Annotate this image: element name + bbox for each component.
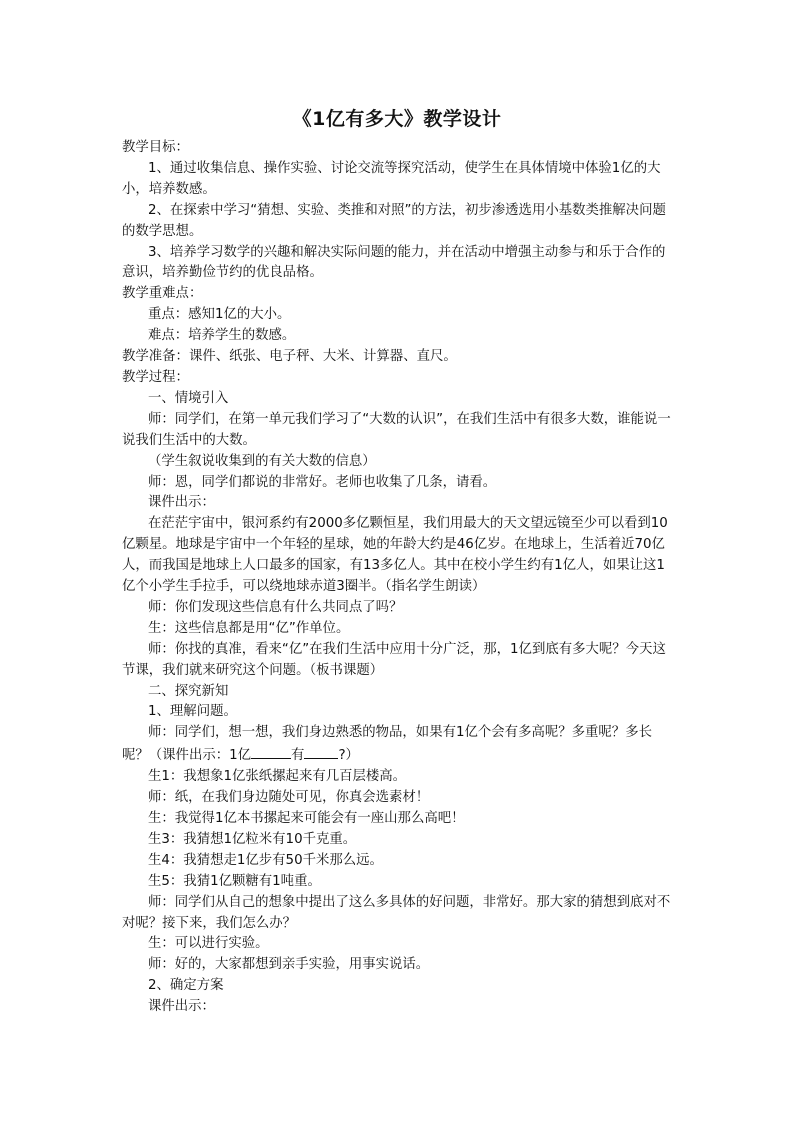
- fill-blank: [251, 744, 291, 759]
- paragraph: 生1：我想象1亿张纸摞起来有几百层楼高。: [148, 769, 407, 785]
- paragraph: 师：你们发现这些信息有什么共同点了吗？: [148, 599, 403, 615]
- paragraph: （学生叙说收集到的有关大数的信息）: [148, 453, 376, 469]
- section-heading: 二、探究新知: [148, 683, 229, 699]
- paragraph: 师：你找的真准，看来“亿”在我们生活中应用十分广泛，那，1亿到底有多大呢？今天这节课，我们就来研究这个问题。（板书课题）: [122, 641, 666, 678]
- paragraph: 难点：培养学生的数感。: [148, 328, 296, 344]
- paragraph: 教学重难点：: [122, 286, 203, 302]
- paragraph: 2、确定方案: [148, 978, 224, 994]
- document-title: 《1亿有多大》教学设计: [292, 108, 502, 130]
- paragraph: 课件出示：: [148, 495, 215, 511]
- paragraph: 师：同学们从自己的想象中提出了这么多具体的好问题，非常好。那大家的猜想到底对不对呢？接下来，我们怎么办？: [122, 894, 671, 931]
- paragraph: 师：好的，大家都想到亲手实验，用事实说话。: [148, 957, 430, 973]
- paragraph: 生3：我猜想1亿粒米有10千克重。: [148, 831, 357, 847]
- paragraph: 师：纸，在我们身边随处可见，你真会选素材！: [148, 790, 430, 806]
- paragraph: 重点：感知1亿的大小。: [148, 307, 291, 323]
- fill-blank: [304, 744, 338, 759]
- paragraph: 生：这些信息都是用“亿”作单位。: [148, 620, 350, 636]
- paragraph: 生5：我猜1亿颗糖有1吨重。: [148, 873, 321, 889]
- document-body: [122, 138, 674, 1018]
- section-heading: 一、情境引入: [148, 390, 229, 406]
- paragraph: 课件出示：: [148, 999, 215, 1015]
- paragraph: 教学目标：: [122, 140, 189, 155]
- paragraph: 1、通过收集信息、操作实验、讨论交流等探究活动，使学生在具体情境中体验1亿的大小，培养数感。: [122, 160, 661, 197]
- paragraph: 生4：我猜想走1亿步有50千米那么远。: [148, 852, 383, 868]
- paragraph: 在茫茫宇宙中，银河系约有2000多亿颗恒星，我们用最大的天文望远镜至少可以看到10亿颗星。地球是宇宙中一个年轻的星球，她的年龄大约是46亿岁。在地球上，生活着近70亿人，而我国是地球上人口最多的国家，有13多亿人。其中在校小学生约有1亿人，如果让这1亿个小学生手拉手，可以绕地球赤道3圈半。（指名学生朗读）: [122, 516, 668, 595]
- paragraph: 教学准备：课件、纸张、电子秤、大米、计算器、直尺。: [122, 349, 457, 365]
- paragraph: 生：可以进行实验。: [148, 936, 269, 952]
- paragraph: 教学过程：: [122, 369, 189, 385]
- paragraph: 师：同学们，想一想，我们身边熟悉的物品，如果有1亿个会有多高呢？多重呢？多长呢？（课件出示：1亿 有 ?）: [122, 725, 652, 764]
- paragraph: 师：恩，同学们都说的非常好。老师也收集了几条，请看。: [148, 474, 497, 490]
- paragraph: 3、培养学习数学的兴趣和解决实际问题的能力，并在活动中增强主动参与和乐于合作的意识，培养勤俭节约的优良品格。: [122, 244, 666, 281]
- paragraph: 1、理解问题。: [148, 704, 237, 720]
- paragraph: 师：同学们，在第一单元我们学习了“大数的认识”，在我们生活中有很多大数，谁能说一说我们生活中的大数。: [122, 411, 671, 448]
- paragraph: 生：我觉得1亿本书摞起来可能会有一座山那么高吧！: [148, 811, 465, 826]
- paragraph: 2、在探索中学习“猜想、实验、类推和对照”的方法，初步渗透选用小基数类推解决问题的数学思想。: [122, 202, 666, 239]
